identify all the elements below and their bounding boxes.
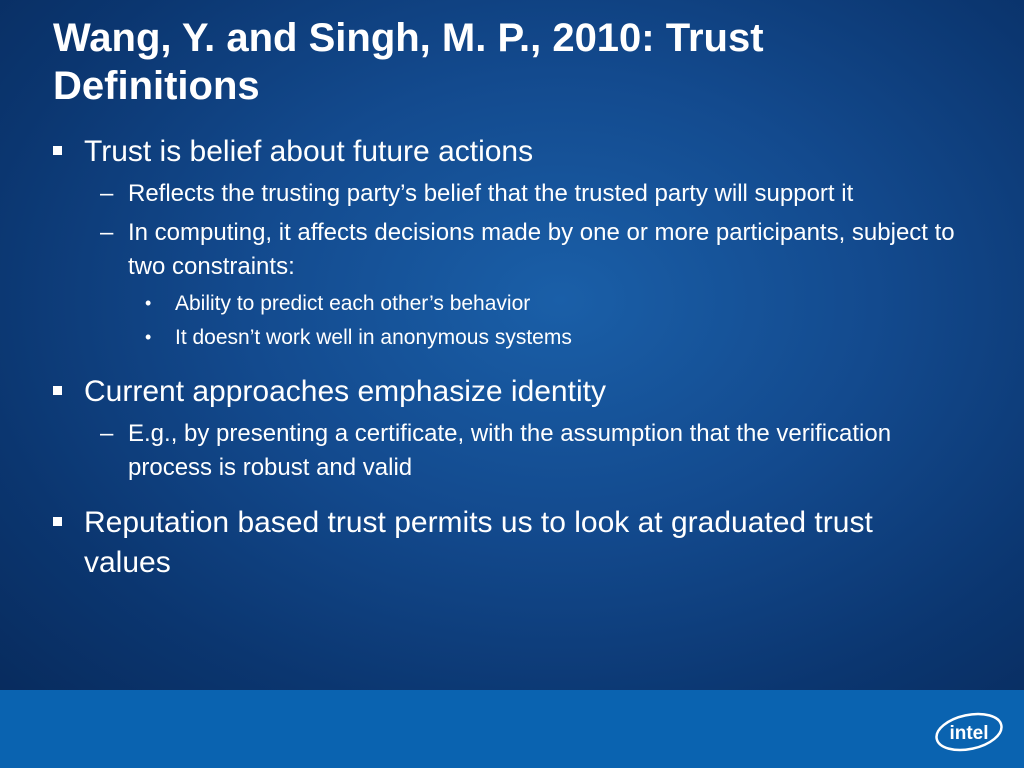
sub-sub-bullet-anonymous [0, 323, 1024, 352]
sub-sub-bullet-text: It doesn’t work well in anonymous systems [175, 326, 572, 349]
sub-bullet-text: In computing, it affects decisions made by one or more participants, subject to two constraints: [128, 219, 955, 280]
bullet-text: Current approaches emphasize identity [84, 375, 606, 408]
sub-bullet-reflects [0, 177, 1024, 211]
bullet-trust-belief [0, 132, 1024, 172]
bullet-text: Trust is belief about future actions [84, 135, 534, 168]
dash-bullet-icon: – [100, 420, 114, 447]
sub-bullet-text: E.g., by presenting a certificate, with the assumption that the verification process is robust and valid [128, 420, 892, 481]
sub-sub-bullet-predict [0, 289, 1024, 318]
bullet-reputation [0, 503, 1024, 583]
sub-bullet-text: Reflects the trusting party’s belief that the trusted party will support it [128, 180, 854, 207]
logo-text: intel [949, 723, 989, 744]
dot-bullet-icon: • [145, 327, 152, 347]
square-bullet-icon [53, 146, 62, 155]
slide-content [0, 132, 1024, 583]
dash-bullet-icon: – [100, 219, 114, 246]
square-bullet-icon [53, 386, 62, 395]
sub-bullet-certificate [0, 417, 1024, 485]
bullet-identity [0, 372, 1024, 412]
square-bullet-icon [53, 517, 62, 526]
bullet-text: Reputation based trust permits us to look at graduated trust values [84, 506, 873, 579]
intel-logo-icon [934, 710, 1004, 754]
sub-sub-bullet-text: Ability to predict each other’s behavior [175, 292, 531, 315]
slide-title: Wang, Y. and Singh, M. P., 2010: Trust Definitions [53, 16, 764, 108]
dash-bullet-icon: – [100, 180, 114, 207]
dot-bullet-icon: • [145, 293, 152, 313]
sub-bullet-computing [0, 216, 1024, 284]
footer-bar [0, 690, 1024, 768]
